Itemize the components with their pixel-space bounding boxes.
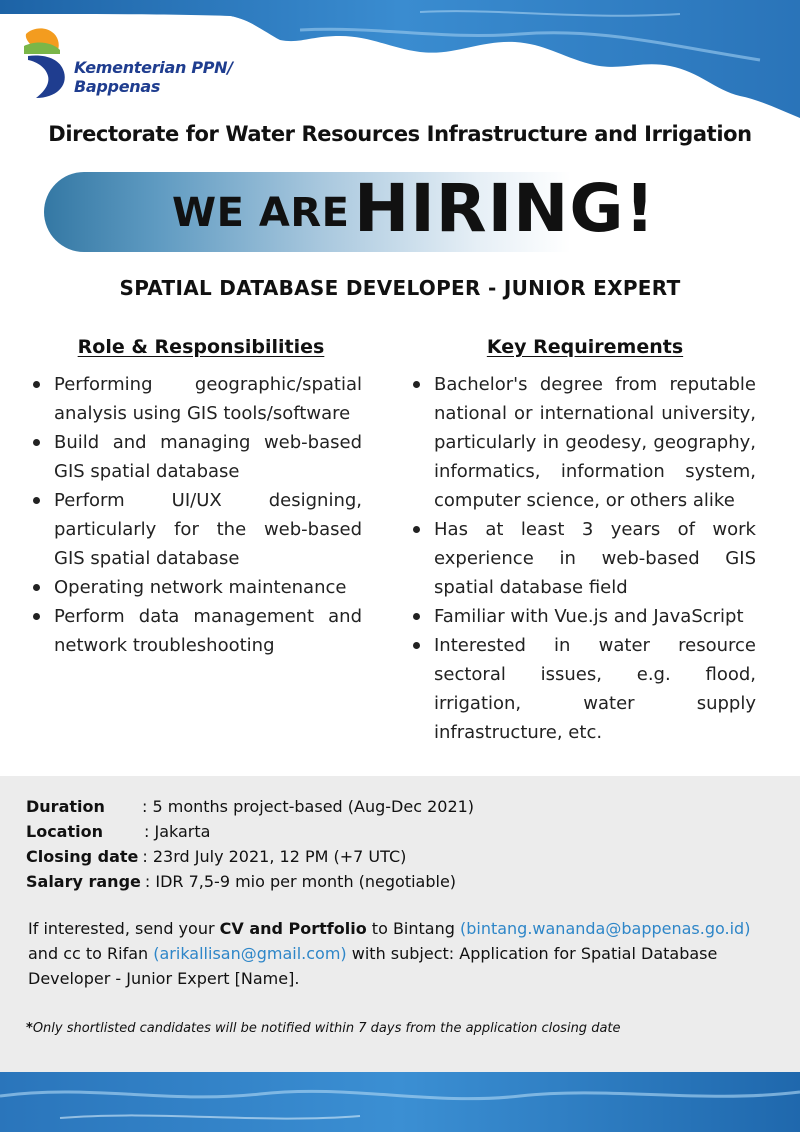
salary-value: : IDR 7,5-9 mio per month (negotiable) xyxy=(144,872,457,891)
position-title: SPATIAL DATABASE DEVELOPER - JUNIOR EXPERT xyxy=(119,276,681,300)
closing-date-value: : 23rd July 2021, 12 PM (+7 UTC) xyxy=(142,847,407,866)
contact-text-2: to Bintang xyxy=(366,919,460,938)
list-item: Interested in water resource sectoral issues, e.g. flood, irrigation, water supply infrastructure, etc. xyxy=(410,631,756,747)
cv-portfolio-text: CV and Portfolio xyxy=(219,919,367,938)
list-item: Bachelor's degree from reputable national or international university, particularly in geodesy, geography, informatics, information system, computer science, or others alike xyxy=(410,370,756,515)
logo-line-1: Kementerian PPN/ xyxy=(74,58,233,77)
roles-heading: Role & Responsibilities xyxy=(77,336,325,358)
list-item: Has at least 3 years of work experience in web-based GIS spatial database field xyxy=(410,515,756,602)
closing-date-row xyxy=(26,844,474,869)
list-item: Perform UI/UX designing, particularly for the web-based GIS spatial database xyxy=(30,486,362,573)
salary-label: Salary range xyxy=(26,872,141,891)
email-link-rifan[interactable]: (arikallisan@gmail.com) xyxy=(153,944,347,963)
duration-row xyxy=(26,794,474,819)
duration-label: Duration xyxy=(26,797,105,816)
footnote-star: * xyxy=(26,1021,33,1036)
duration-value: : 5 months project-based (Aug-Dec 2021) xyxy=(142,797,475,816)
requirements-list xyxy=(410,370,756,747)
logo-wordmark xyxy=(74,58,233,96)
location-row xyxy=(26,819,474,844)
contact-text-4: with subject: Application for Spatial Database Developer - Junior Expert [Name]. xyxy=(28,944,718,988)
job-details xyxy=(26,794,474,894)
closing-date-label: Closing date xyxy=(26,847,139,866)
list-item: Performing geographic/spatial analysis using GIS tools/software xyxy=(30,370,362,428)
list-item: Familiar with Vue.js and JavaScript xyxy=(410,602,756,631)
salary-row xyxy=(26,869,474,894)
email-link-bintang[interactable]: (bintang.wananda@bappenas.go.id) xyxy=(459,919,751,938)
we-are-text: WE ARE xyxy=(172,190,350,236)
contact-text-3: and cc to Rifan xyxy=(28,944,154,963)
footnote-text: Only shortlisted candidates will be notified within 7 days from the application closing date xyxy=(32,1021,621,1036)
application-instructions xyxy=(28,916,773,991)
hiring-text: HIRING! xyxy=(354,170,656,247)
roles-list xyxy=(30,370,362,660)
footnote xyxy=(26,1021,621,1036)
list-item: Perform data management and network troubleshooting xyxy=(30,602,362,660)
location-value: : Jakarta xyxy=(144,822,211,841)
list-item: Operating network maintenance xyxy=(30,573,362,602)
logo-line-2: Bappenas xyxy=(74,77,161,96)
directorate-title: Directorate for Water Resources Infrastructure and Irrigation xyxy=(48,122,752,146)
location-label: Location xyxy=(26,822,103,841)
requirements-heading: Key Requirements xyxy=(486,336,684,358)
list-item: Build and managing web-based GIS spatial database xyxy=(30,428,362,486)
contact-text-1: If interested, send your xyxy=(28,919,220,938)
